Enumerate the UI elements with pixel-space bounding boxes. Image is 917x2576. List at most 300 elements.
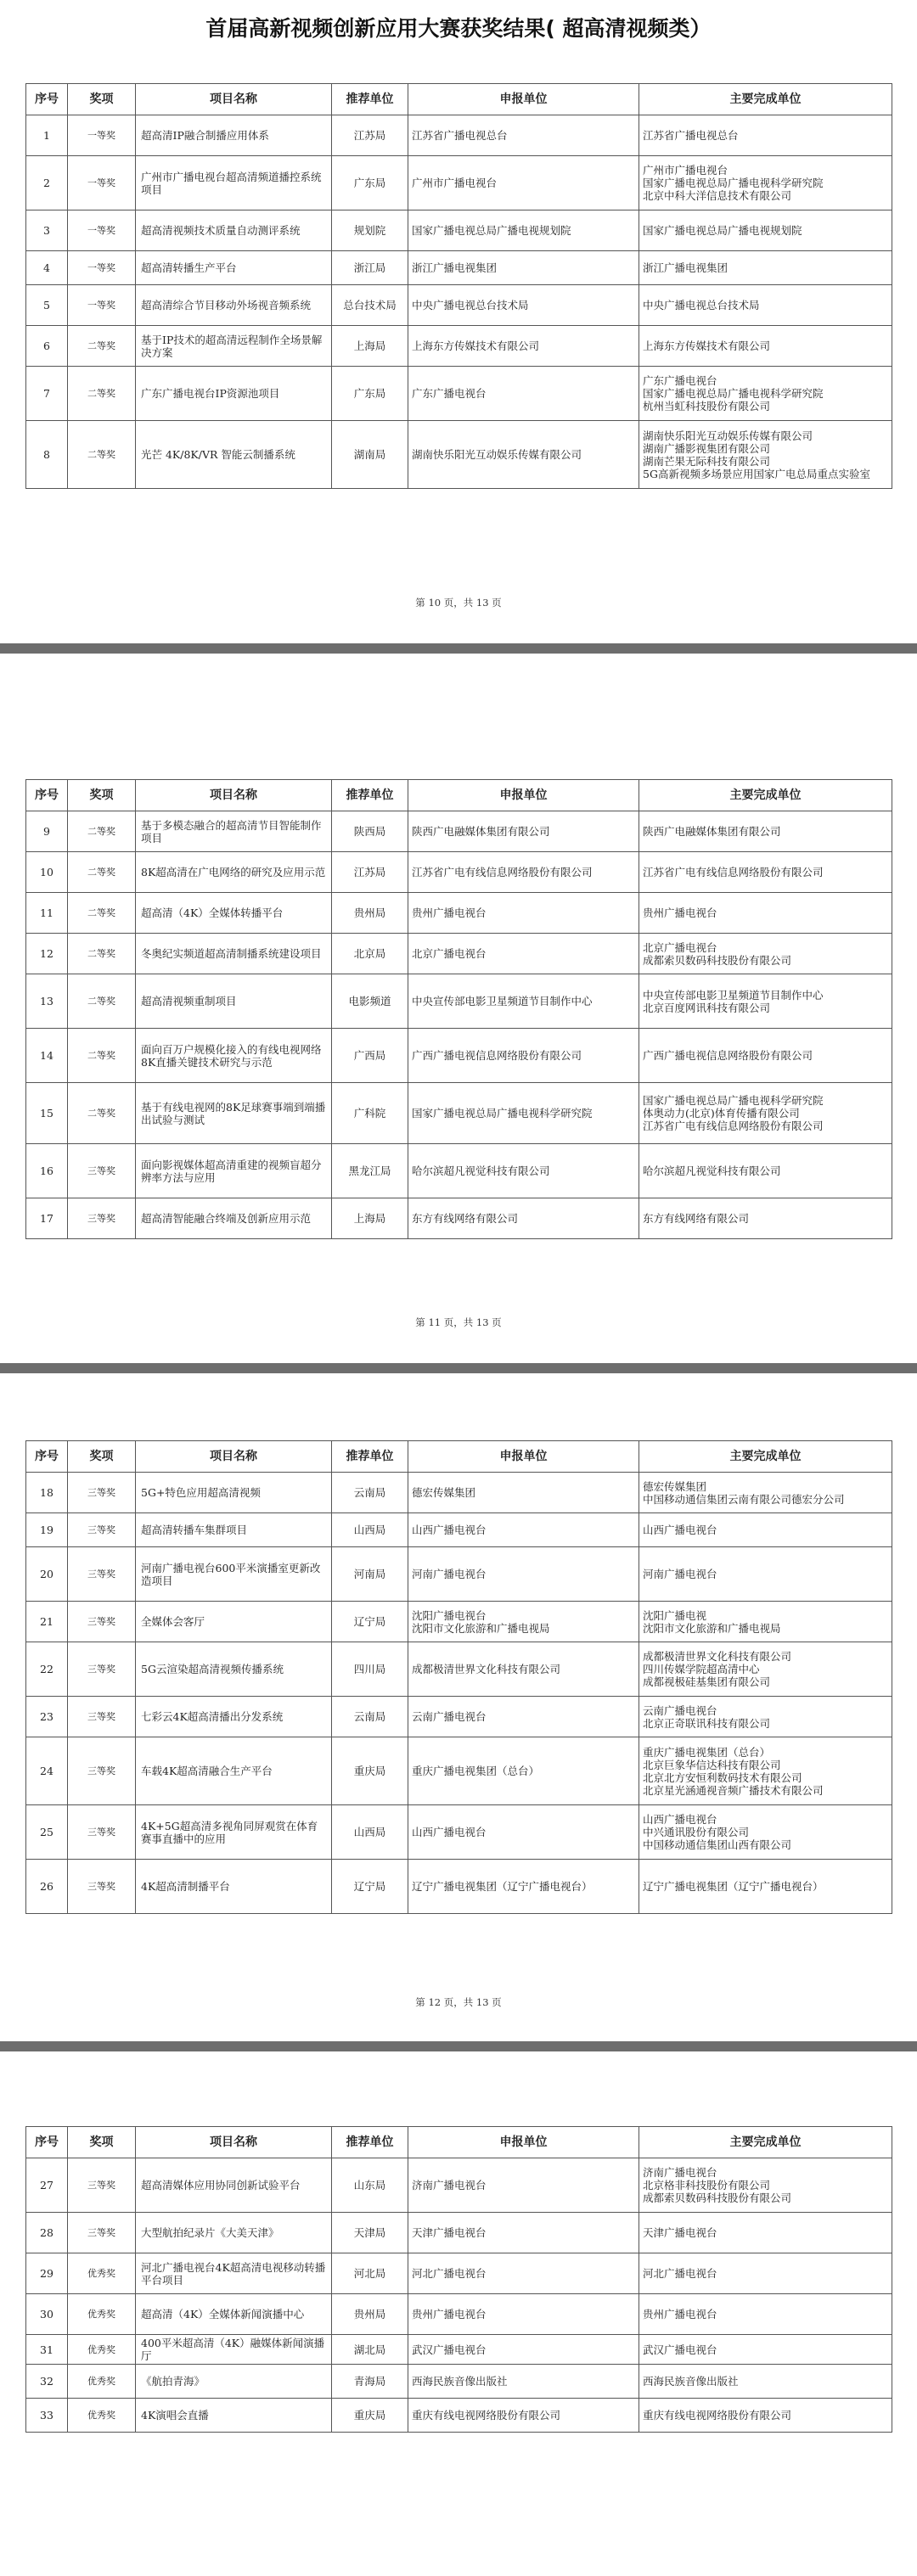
awards-table-page-11 xyxy=(25,779,892,1239)
cell-applicant: 西海民族音像出版社 xyxy=(408,2365,639,2399)
cell-completing-units xyxy=(639,2158,892,2213)
table-row xyxy=(26,2213,892,2253)
cell-project-name: 光芒 4K/8K/VR 智能云制播系统 xyxy=(136,421,332,489)
document-title: 首届高新视频创新应用大赛获奖结果( 超高清视频类） xyxy=(205,16,712,41)
table-row xyxy=(26,115,892,156)
unit-line: 北京百度网讯科技有限公司 xyxy=(643,1001,771,1014)
cell-recommender: 贵州局 xyxy=(332,2294,408,2335)
cell-completing-units: 浙江广播电视集团 xyxy=(639,251,892,285)
header-award: 奖项 xyxy=(68,84,136,115)
cell-recommender: 广西局 xyxy=(332,1029,408,1083)
cell-completing-units: 东方有线网络有限公司 xyxy=(639,1198,892,1239)
cell-award-level: 优秀奖 xyxy=(68,2399,136,2433)
cell-number: 6 xyxy=(26,326,68,367)
page-footer: 第 10 页，共 13 页 xyxy=(415,597,502,609)
cell-number: 10 xyxy=(26,852,68,893)
unit-line: 湖南广播影视集团有限公司 xyxy=(643,441,771,455)
cell-completing-units xyxy=(639,1083,892,1144)
cell-number: 14 xyxy=(26,1029,68,1083)
header-award: 奖项 xyxy=(68,780,136,811)
table-row xyxy=(26,421,892,489)
page-footer: 第 11 页，共 13 页 xyxy=(415,1316,502,1328)
unit-line: 杭州当虹科技股份有限公司 xyxy=(643,400,771,412)
table-row xyxy=(26,251,892,285)
cell-applicant: 重庆广播电视集团（总台） xyxy=(408,1737,639,1805)
cell-number: 3 xyxy=(26,210,68,251)
cell-applicant: 山西广播电视台 xyxy=(408,1513,639,1547)
header-project-name: 项目名称 xyxy=(136,1441,332,1473)
cell-recommender: 电影频道 xyxy=(332,974,408,1029)
cell-completing-units: 江苏省广电有线信息网络股份有限公司 xyxy=(639,852,892,893)
cell-award-level: 优秀奖 xyxy=(68,2335,136,2365)
cell-award-level: 二等奖 xyxy=(68,1029,136,1083)
header-award: 奖项 xyxy=(68,2127,136,2158)
unit-line: 中兴通讯股份有限公司 xyxy=(643,1826,750,1838)
cell-award-level: 二等奖 xyxy=(68,811,136,852)
header-award: 奖项 xyxy=(68,1441,136,1473)
cell-award-level: 三等奖 xyxy=(68,1473,136,1513)
cell-award-level: 三等奖 xyxy=(68,1198,136,1239)
cell-award-level: 一等奖 xyxy=(68,251,136,285)
cell-recommender: 辽宁局 xyxy=(332,1602,408,1642)
cell-award-level: 二等奖 xyxy=(68,326,136,367)
cell-completing-units: 江苏省广播电视总台 xyxy=(639,115,892,156)
cell-applicant: 陕西广电融媒体集团有限公司 xyxy=(408,811,639,852)
cell-award-level: 三等奖 xyxy=(68,1860,136,1914)
cell-completing-units xyxy=(639,367,892,421)
cell-number: 4 xyxy=(26,251,68,285)
cell-completing-units: 武汉广播电视台 xyxy=(639,2335,892,2365)
cell-project-name: 超高清媒体应用协同创新试验平台 xyxy=(136,2158,332,2213)
cell-project-name: 超高清（4K）全媒体新闻演播中心 xyxy=(136,2294,332,2335)
unit-line: 北京星光涵通视音频广播技术有限公司 xyxy=(643,1783,824,1797)
header-project-name: 项目名称 xyxy=(136,2127,332,2158)
unit-line: 成都视极硅基集团有限公司 xyxy=(643,1675,771,1688)
awards-table-page-13 xyxy=(25,2126,892,2433)
cell-applicant: 中央广播电视总台技术局 xyxy=(408,285,639,326)
header-project-name: 项目名称 xyxy=(136,84,332,115)
cell-award-level: 三等奖 xyxy=(68,1513,136,1547)
header-applicant: 申报单位 xyxy=(408,780,639,811)
cell-project-name: 基于多模态融合的超高清节目智能制作项目 xyxy=(136,811,332,852)
cell-applicant: 济南广播电视台 xyxy=(408,2158,639,2213)
cell-project-name: 超高清视频技术质量自动测评系统 xyxy=(136,210,332,251)
cell-recommender: 广东局 xyxy=(332,156,408,210)
table-row xyxy=(26,367,892,421)
cell-completing-units: 贵州广播电视台 xyxy=(639,2294,892,2335)
header-recommender: 推荐单位 xyxy=(332,2127,408,2158)
cell-completing-units: 哈尔滨超凡视觉科技有限公司 xyxy=(639,1144,892,1198)
cell-completing-units: 河北广播电视台 xyxy=(639,2253,892,2294)
cell-project-name: 超高清视频重制项目 xyxy=(136,974,332,1029)
table-row xyxy=(26,1029,892,1083)
cell-number: 23 xyxy=(26,1697,68,1737)
cell-applicant: 广东广播电视台 xyxy=(408,367,639,421)
cell-completing-units: 贵州广播电视台 xyxy=(639,893,892,934)
cell-number: 22 xyxy=(26,1642,68,1697)
cell-recommender: 河南局 xyxy=(332,1547,408,1602)
header-completing-units: 主要完成单位 xyxy=(639,780,892,811)
cell-recommender: 黑龙江局 xyxy=(332,1144,408,1198)
unit-line: 广州市广播电视台 xyxy=(643,164,729,177)
cell-completing-units: 上海东方传媒技术有限公司 xyxy=(639,326,892,367)
cell-award-level: 二等奖 xyxy=(68,421,136,489)
cell-number: 13 xyxy=(26,974,68,1029)
cell-completing-units xyxy=(639,934,892,974)
cell-completing-units: 河南广播电视台 xyxy=(639,1547,892,1602)
cell-award-level: 一等奖 xyxy=(68,156,136,210)
cell-award-level: 三等奖 xyxy=(68,1737,136,1805)
cell-applicant: 河南广播电视台 xyxy=(408,1547,639,1602)
table-row xyxy=(26,2294,892,2335)
table-row xyxy=(26,1805,892,1860)
cell-award-level: 三等奖 xyxy=(68,1697,136,1737)
cell-applicant: 辽宁广播电视集团（辽宁广播电视台） xyxy=(408,1860,639,1914)
header-applicant: 申报单位 xyxy=(408,1441,639,1473)
cell-award-level: 二等奖 xyxy=(68,893,136,934)
unit-line: 中国移动通信集团山西有限公司 xyxy=(643,1838,792,1851)
cell-project-name: 4K演唱会直播 xyxy=(136,2399,332,2433)
table-row xyxy=(26,1083,892,1144)
cell-applicant xyxy=(408,1602,639,1642)
cell-applicant: 江苏省广播电视总台 xyxy=(408,115,639,156)
cell-completing-units xyxy=(639,1737,892,1805)
table-row xyxy=(26,1860,892,1914)
unit-line: 沈阳广播电视台 xyxy=(412,1608,487,1622)
unit-line: 国家广播电视总局广播电视科学研究院 xyxy=(643,387,824,400)
cell-project-name: 超高清IP融合制播应用体系 xyxy=(136,115,332,156)
table-header-row xyxy=(26,84,892,115)
unit-line: 体奥动力(北京)体育传播有限公司 xyxy=(643,1107,800,1120)
cell-recommender: 青海局 xyxy=(332,2365,408,2399)
cell-applicant: 云南广播电视台 xyxy=(408,1697,639,1737)
header-number: 序号 xyxy=(26,780,68,811)
cell-recommender: 湖北局 xyxy=(332,2335,408,2365)
cell-recommender: 北京局 xyxy=(332,934,408,974)
table-row xyxy=(26,210,892,251)
cell-recommender: 广东局 xyxy=(332,367,408,421)
cell-award-level: 三等奖 xyxy=(68,2213,136,2253)
cell-number: 15 xyxy=(26,1083,68,1144)
header-recommender: 推荐单位 xyxy=(332,1441,408,1473)
table-row xyxy=(26,974,892,1029)
cell-completing-units xyxy=(639,974,892,1029)
cell-applicant: 贵州广播电视台 xyxy=(408,893,639,934)
table-row xyxy=(26,326,892,367)
cell-recommender: 贵州局 xyxy=(332,893,408,934)
table-row xyxy=(26,1737,892,1805)
cell-recommender: 陕西局 xyxy=(332,811,408,852)
table-row xyxy=(26,934,892,974)
cell-award-level: 二等奖 xyxy=(68,1083,136,1144)
cell-applicant: 国家广播电视总局广播电视规划院 xyxy=(408,210,639,251)
cell-applicant: 北京广播电视台 xyxy=(408,934,639,974)
cell-recommender: 山西局 xyxy=(332,1805,408,1860)
cell-recommender: 山东局 xyxy=(332,2158,408,2213)
cell-completing-units: 广西广播电视信息网络股份有限公司 xyxy=(639,1029,892,1083)
cell-number: 8 xyxy=(26,421,68,489)
cell-recommender: 辽宁局 xyxy=(332,1860,408,1914)
cell-number: 24 xyxy=(26,1737,68,1805)
cell-number: 9 xyxy=(26,811,68,852)
cell-recommender: 四川局 xyxy=(332,1642,408,1697)
cell-project-name: 超高清智能融合终端及创新应用示范 xyxy=(136,1198,332,1239)
cell-applicant: 国家广播电视总局广播电视科学研究院 xyxy=(408,1083,639,1144)
table-row xyxy=(26,852,892,893)
cell-number: 33 xyxy=(26,2399,68,2433)
cell-number: 32 xyxy=(26,2365,68,2399)
page-12 xyxy=(0,1396,917,2080)
header-number: 序号 xyxy=(26,1441,68,1473)
cell-number: 18 xyxy=(26,1473,68,1513)
cell-number: 11 xyxy=(26,893,68,934)
unit-line: 国家广播电视总局广播电视科学研究院 xyxy=(643,1094,824,1107)
table-row xyxy=(26,1642,892,1697)
unit-line: 重庆广播电视集团（总台） xyxy=(643,1745,771,1759)
cell-number: 5 xyxy=(26,285,68,326)
cell-project-name: 冬奥纪实频道超高清制播系统建设项目 xyxy=(136,934,332,974)
cell-project-name: 《航拍青海》 xyxy=(136,2365,332,2399)
cell-award-level: 二等奖 xyxy=(68,852,136,893)
header-completing-units: 主要完成单位 xyxy=(639,2127,892,2158)
cell-project-name: 5G+特色应用超高清视频 xyxy=(136,1473,332,1513)
cell-award-level: 优秀奖 xyxy=(68,2294,136,2335)
cell-project-name: 超高清转播生产平台 xyxy=(136,251,332,285)
cell-number: 30 xyxy=(26,2294,68,2335)
unit-line: 德宏传媒集团 xyxy=(643,1479,707,1493)
unit-line: 5G高新视频多场景应用国家广电总局重点实验室 xyxy=(643,467,870,480)
cell-recommender: 重庆局 xyxy=(332,2399,408,2433)
cell-completing-units xyxy=(639,1642,892,1697)
header-completing-units: 主要完成单位 xyxy=(639,1441,892,1473)
cell-award-level: 三等奖 xyxy=(68,1602,136,1642)
cell-award-level: 三等奖 xyxy=(68,1642,136,1697)
cell-recommender: 天津局 xyxy=(332,2213,408,2253)
unit-line: 国家广播电视总局广播电视科学研究院 xyxy=(643,177,824,189)
cell-award-level: 一等奖 xyxy=(68,115,136,156)
cell-completing-units: 国家广播电视总局广播电视规划院 xyxy=(639,210,892,251)
cell-applicant: 贵州广播电视台 xyxy=(408,2294,639,2335)
table-row xyxy=(26,811,892,852)
cell-number: 17 xyxy=(26,1198,68,1239)
table-header-row xyxy=(26,2127,892,2158)
cell-award-level: 三等奖 xyxy=(68,2158,136,2213)
cell-recommender: 山西局 xyxy=(332,1513,408,1547)
cell-recommender: 上海局 xyxy=(332,1198,408,1239)
cell-recommender: 规划院 xyxy=(332,210,408,251)
cell-number: 28 xyxy=(26,2213,68,2253)
cell-completing-units: 陕西广电融媒体集团有限公司 xyxy=(639,811,892,852)
cell-project-name: 河北广播电视台4K超高清电视移动转播平台项目 xyxy=(136,2253,332,2294)
table-row xyxy=(26,1144,892,1198)
cell-applicant: 武汉广播电视台 xyxy=(408,2335,639,2365)
table-row xyxy=(26,285,892,326)
unit-line: 成都索贝数码科技股份有限公司 xyxy=(643,953,792,967)
cell-project-name: 车载4K超高清融合生产平台 xyxy=(136,1737,332,1805)
header-number: 序号 xyxy=(26,84,68,115)
table-row xyxy=(26,1602,892,1642)
page-separator xyxy=(0,1363,917,1373)
cell-applicant: 上海东方传媒技术有限公司 xyxy=(408,326,639,367)
cell-number: 1 xyxy=(26,115,68,156)
cell-project-name: 超高清转播车集群项目 xyxy=(136,1513,332,1547)
cell-award-level: 优秀奖 xyxy=(68,2253,136,2294)
cell-completing-units: 天津广播电视台 xyxy=(639,2213,892,2253)
table-row xyxy=(26,1513,892,1547)
cell-project-name: 4K+5G超高清多视角同屏观赏在体育赛事直播中的应用 xyxy=(136,1805,332,1860)
cell-award-level: 二等奖 xyxy=(68,367,136,421)
cell-number: 29 xyxy=(26,2253,68,2294)
page-separator xyxy=(0,2041,917,2051)
cell-completing-units: 重庆有线电视网络股份有限公司 xyxy=(639,2399,892,2433)
cell-applicant: 湖南快乐阳光互动娱乐传媒有限公司 xyxy=(408,421,639,489)
cell-applicant: 哈尔滨超凡视觉科技有限公司 xyxy=(408,1144,639,1198)
unit-line: 北京北方安恒利数码技术有限公司 xyxy=(643,1771,802,1784)
cell-recommender: 江苏局 xyxy=(332,115,408,156)
cell-number: 2 xyxy=(26,156,68,210)
cell-applicant: 德宏传媒集团 xyxy=(408,1473,639,1513)
unit-line: 湖南快乐阳光互动娱乐传媒有限公司 xyxy=(643,429,813,442)
cell-applicant: 江苏省广电有线信息网络股份有限公司 xyxy=(408,852,639,893)
cell-award-level: 三等奖 xyxy=(68,1144,136,1198)
unit-line: 四川传媒学院超高清中心 xyxy=(643,1663,760,1675)
cell-project-name: 七彩云4K超高清播出分发系统 xyxy=(136,1697,332,1737)
cell-completing-units xyxy=(639,1805,892,1860)
unit-line: 沈阳广播电视 xyxy=(643,1608,707,1622)
cell-recommender: 云南局 xyxy=(332,1697,408,1737)
cell-project-name: 8K超高清在广电网络的研究及应用示范 xyxy=(136,852,332,893)
header-completing-units: 主要完成单位 xyxy=(639,84,892,115)
header-applicant: 申报单位 xyxy=(408,2127,639,2158)
cell-project-name: 广州市广播电视台超高清频道播控系统项目 xyxy=(136,156,332,210)
unit-line: 济南广播电视台 xyxy=(643,2166,717,2179)
cell-completing-units xyxy=(639,156,892,210)
table-row xyxy=(26,893,892,934)
unit-line: 中国移动通信集团云南有限公司德宏分公司 xyxy=(643,1492,845,1506)
unit-line: 中央宣传部电影卫星频道节目制作中心 xyxy=(643,988,824,1002)
header-recommender: 推荐单位 xyxy=(332,780,408,811)
cell-number: 19 xyxy=(26,1513,68,1547)
cell-project-name: 广东广播电视台IP资源池项目 xyxy=(136,367,332,421)
cell-recommender: 浙江局 xyxy=(332,251,408,285)
cell-project-name: 面向影视媒体超高清重建的视频盲超分辨率方法与应用 xyxy=(136,1144,332,1198)
unit-line: 成都索贝数码科技股份有限公司 xyxy=(643,2192,792,2204)
cell-applicant: 重庆有线电视网络股份有限公司 xyxy=(408,2399,639,2433)
cell-project-name: 面向百万户规模化接入的有线电视网络8K直播关键技术研究与示范 xyxy=(136,1029,332,1083)
table-header-row xyxy=(26,780,892,811)
cell-completing-units: 辽宁广播电视集团（辽宁广播电视台） xyxy=(639,1860,892,1914)
cell-applicant: 中央宣传部电影卫星频道节目制作中心 xyxy=(408,974,639,1029)
header-applicant: 申报单位 xyxy=(408,84,639,115)
cell-project-name: 5G云渲染超高清视频传播系统 xyxy=(136,1642,332,1697)
cell-recommender: 广科院 xyxy=(332,1083,408,1144)
cell-recommender: 江苏局 xyxy=(332,852,408,893)
page-separator xyxy=(0,643,917,654)
cell-applicant: 东方有线网络有限公司 xyxy=(408,1198,639,1239)
unit-line: 北京中科大洋信息技术有限公司 xyxy=(643,189,792,202)
cell-award-level: 二等奖 xyxy=(68,974,136,1029)
cell-award-level: 一等奖 xyxy=(68,285,136,326)
cell-completing-units xyxy=(639,1602,892,1642)
cell-number: 12 xyxy=(26,934,68,974)
cell-number: 31 xyxy=(26,2335,68,2365)
cell-recommender: 重庆局 xyxy=(332,1737,408,1805)
unit-line: 云南广播电视台 xyxy=(643,1703,717,1717)
unit-line: 北京正奇联讯科技有限公司 xyxy=(643,1716,771,1730)
cell-completing-units: 中央广播电视总台技术局 xyxy=(639,285,892,326)
cell-applicant: 广西广播电视信息网络股份有限公司 xyxy=(408,1029,639,1083)
unit-line: 山西广播电视台 xyxy=(643,1813,717,1826)
table-row xyxy=(26,2158,892,2213)
table-row xyxy=(26,2365,892,2399)
cell-completing-units: 西海民族音像出版社 xyxy=(639,2365,892,2399)
page-11 xyxy=(0,669,917,1396)
unit-line: 沈阳市文化旅游和广播电视局 xyxy=(643,1621,781,1635)
cell-number: 7 xyxy=(26,367,68,421)
cell-applicant: 广州市广播电视台 xyxy=(408,156,639,210)
table-row xyxy=(26,1473,892,1513)
header-project-name: 项目名称 xyxy=(136,780,332,811)
cell-number: 16 xyxy=(26,1144,68,1198)
cell-project-name: 400平米超高清（4K）融媒体新闻演播厅 xyxy=(136,2335,332,2365)
unit-line: 沈阳市文化旅游和广播电视局 xyxy=(412,1621,550,1635)
table-row xyxy=(26,2399,892,2433)
page-10 xyxy=(0,58,917,669)
cell-number: 25 xyxy=(26,1805,68,1860)
cell-project-name: 超高清综合节目移动外场视音频系统 xyxy=(136,285,332,326)
page-13 xyxy=(0,2080,917,2576)
cell-award-level: 二等奖 xyxy=(68,934,136,974)
page-footer: 第 12 页，共 13 页 xyxy=(415,1996,502,2008)
cell-number: 21 xyxy=(26,1602,68,1642)
unit-line: 湖南芒果无际科技有限公司 xyxy=(643,454,771,468)
cell-number: 26 xyxy=(26,1860,68,1914)
table-row xyxy=(26,1198,892,1239)
cell-award-level: 三等奖 xyxy=(68,1547,136,1602)
cell-applicant: 浙江广播电视集团 xyxy=(408,251,639,285)
unit-line: 北京格非科技股份有限公司 xyxy=(643,2179,771,2192)
cell-completing-units: 山西广播电视台 xyxy=(639,1513,892,1547)
cell-recommender: 上海局 xyxy=(332,326,408,367)
table-row xyxy=(26,156,892,210)
cell-number: 27 xyxy=(26,2158,68,2213)
table-row xyxy=(26,1547,892,1602)
cell-project-name: 全媒体会客厅 xyxy=(136,1602,332,1642)
header-number: 序号 xyxy=(26,2127,68,2158)
cell-completing-units xyxy=(639,421,892,489)
table-row xyxy=(26,2253,892,2294)
table-row xyxy=(26,1697,892,1737)
cell-recommender: 湖南局 xyxy=(332,421,408,489)
unit-line: 北京巨象华信达科技有限公司 xyxy=(643,1758,781,1771)
unit-line: 成都极清世界文化科技有限公司 xyxy=(643,1650,792,1663)
cell-project-name: 河南广播电视台600平米演播室更新改造项目 xyxy=(136,1547,332,1602)
cell-project-name: 基于IP技术的超高清远程制作全场景解决方案 xyxy=(136,326,332,367)
cell-applicant: 山西广播电视台 xyxy=(408,1805,639,1860)
cell-award-level: 一等奖 xyxy=(68,210,136,251)
cell-applicant: 天津广播电视台 xyxy=(408,2213,639,2253)
unit-line: 江苏省广电有线信息网络股份有限公司 xyxy=(643,1120,824,1132)
cell-project-name: 基于有线电视网的8K足球赛事端到端播出试验与测试 xyxy=(136,1083,332,1144)
header-recommender: 推荐单位 xyxy=(332,84,408,115)
table-header-row xyxy=(26,1441,892,1473)
cell-completing-units xyxy=(639,1697,892,1737)
cell-recommender: 河北局 xyxy=(332,2253,408,2294)
cell-recommender: 总台技术局 xyxy=(332,285,408,326)
table-row xyxy=(26,2335,892,2365)
cell-award-level: 优秀奖 xyxy=(68,2365,136,2399)
awards-table-page-10 xyxy=(25,83,892,489)
